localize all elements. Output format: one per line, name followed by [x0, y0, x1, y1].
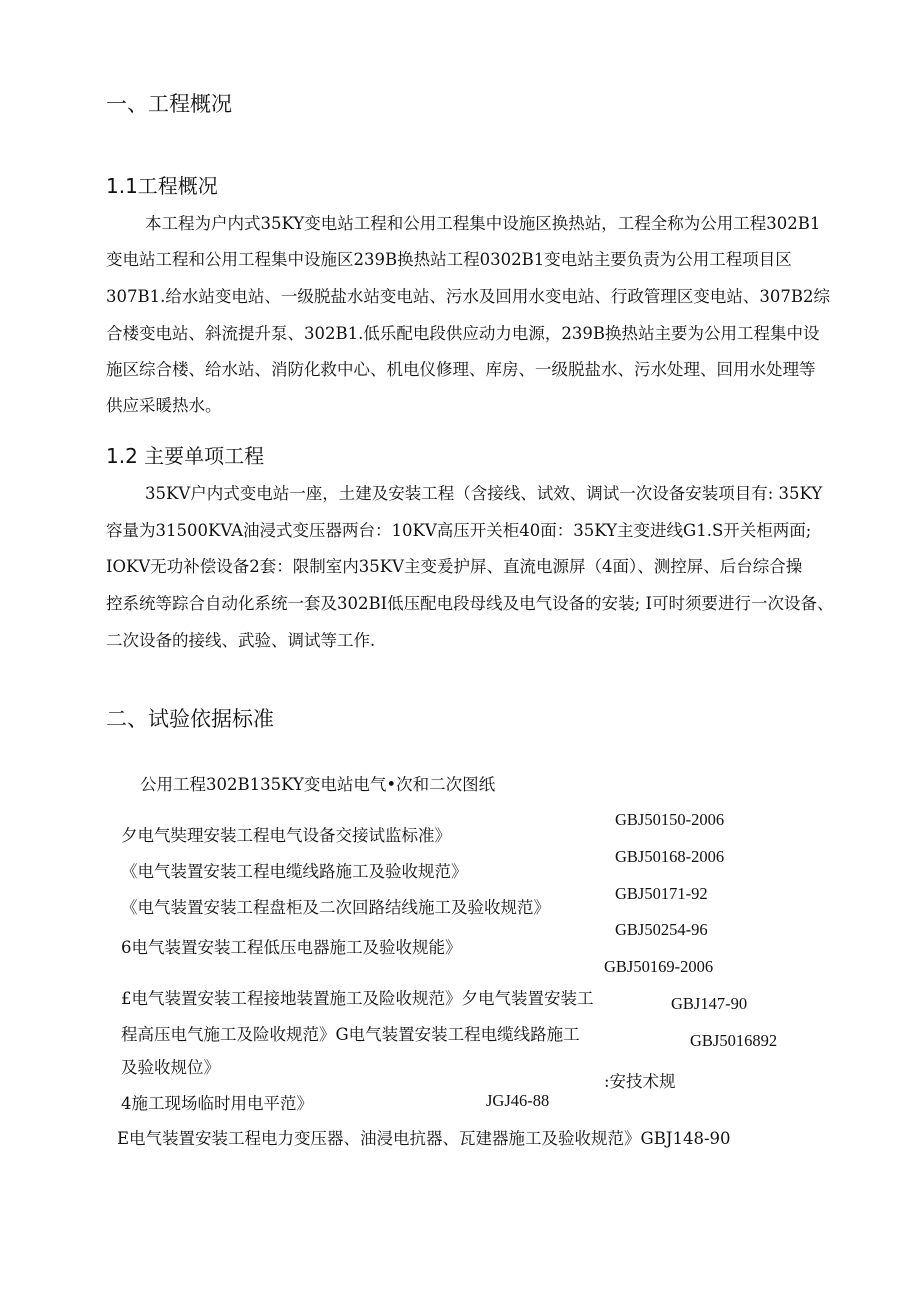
standard-name: 4施工现场临时用电平范》	[121, 1094, 313, 1113]
standard-code: JGJ46-88	[486, 1091, 550, 1110]
standard-name: 《电气装置安装工程电缆线路施工及验收规范》	[121, 862, 468, 881]
paragraph-line: IOKV无功补偿设备2套：限制室内35KV主变爰护屏、直流电源屏（4面）、测控屏、后台综合操	[106, 557, 803, 576]
paragraph-line: 供应采暖热水。	[106, 396, 222, 415]
subsection-1-2-heading: 1.2 主要单项工程	[106, 444, 265, 468]
standard-intro: 公用工程302B135KY变电站电气•次和二次图纸	[140, 775, 496, 794]
standard-name: 6电气装置安装工程低压电器施工及验收规能》	[121, 938, 462, 957]
paragraph-line: 控系统等踪合自动化系统一套及302BI低压配电段母线及电气设备的安装; I可时须要进行一次设备、	[106, 594, 834, 613]
standard-code: GBJ50150-2006	[615, 810, 725, 829]
paragraph-line: 变电站工程和公用工程集中设施区239B换热站工程0302B1变电站主要负责为公用工程项目区	[106, 250, 792, 269]
paragraph-line: 施区综合楼、给水站、消防化救中心、机电仪修理、库房、一级脱盐水、污水处理、回用水处理等	[106, 360, 816, 379]
standard-name: E电气装置安装工程电力变压器、油浸电抗器、瓦建器施工及验收规范》GBJ148-90	[117, 1129, 731, 1148]
section-1-heading: 一、工程概况	[106, 92, 232, 116]
standard-name: 及验收规位》	[121, 1058, 220, 1077]
section-2-heading: 二、试验依据标准	[106, 707, 274, 731]
standard-name: 程高压电气施工及险收规范》G电气装置安装工程电缆线路施工	[121, 1025, 580, 1044]
standard-code: GBJ5016892	[690, 1031, 778, 1050]
paragraph-line: 35KV户内式变电站一座，土建及安装工程（含接线、试效、调试一次设备安装项目有: 35KY	[145, 484, 823, 503]
paragraph-line: 本工程为户内式35KY变电站工程和公用工程集中设施区换热站，工程全称为公用工程302B1	[145, 214, 821, 233]
standard-name: £电气装置安装工程接地装置施工及险收规范》夕电气装置安装工	[121, 989, 594, 1008]
standard-name: 夕电气奘理安装工程电气设备交接试监标准》	[121, 826, 451, 845]
paragraph-line: 二次设备的接线、武验、调试等工作.	[106, 631, 376, 650]
paragraph-line: 容量为31500KVA油浸式变压器两台：10KV高压开关柜40面：35KY主变进线G1.S开关柜两面;	[106, 521, 812, 540]
standard-code: GBJ50169-2006	[604, 957, 714, 976]
standard-fragment: :安技术规	[604, 1072, 676, 1091]
standard-name: 《电气装置安装工程盘柜及二次回路结线施工及验收规范》	[121, 898, 550, 917]
standard-code: GBJ50254-96	[615, 920, 708, 939]
standard-code: GBJ50168-2006	[615, 847, 725, 866]
standard-code: GBJ147-90	[671, 994, 748, 1013]
paragraph-line: 307B1.给水站变电站、一级脱盐水站变电站、污水及回用水变电站、行政管理区变电站、307B2综	[106, 287, 830, 306]
subsection-1-1-heading: 1.1工程概况	[106, 174, 218, 198]
paragraph-line: 合楼变电站、斜流提升泵、302B1.低乐配电段供应动力电源，239B换热站主要为公用工程集中设	[106, 324, 820, 343]
standard-code: GBJ50171-92	[615, 884, 708, 903]
